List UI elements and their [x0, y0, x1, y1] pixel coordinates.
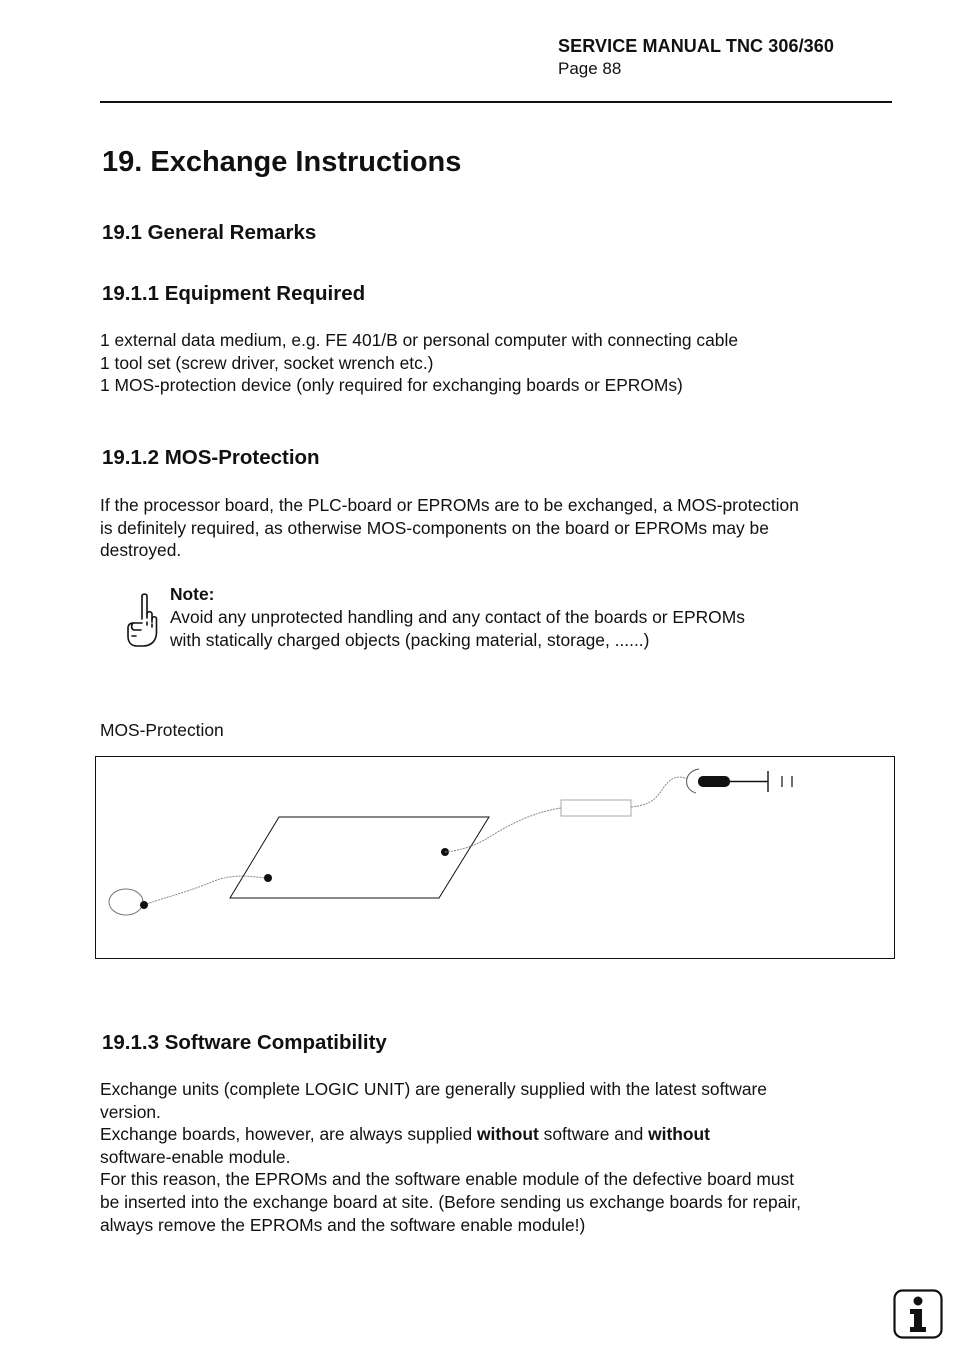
section-title-general-remarks: 19.1 General Remarks	[102, 221, 317, 244]
ground-cable	[631, 777, 688, 807]
page-number: Page 88	[558, 59, 622, 78]
equipment-item: 1 MOS-protection device (only required for exchanging boards or EPROMs)	[100, 375, 683, 396]
mos-paragraph-line: If the processor board, the PLC-board or EPROMs are to be exchanged, a MOS-protection	[100, 495, 799, 515]
text-run: Exchange boards, however, are always supplied	[100, 1124, 478, 1145]
software-paragraph-line	[100, 1123, 900, 1146]
mat-ground-cable	[445, 808, 561, 852]
software-paragraph-line: Exchange units (complete LOGIC UNIT) are generally supplied with the latest software	[100, 1079, 767, 1099]
mos-paragraph-line: is definitely required, as otherwise MOS-components on the board or EPROMs may be	[100, 517, 769, 538]
section-title-mos-protection: 19.1.2 MOS-Protection	[102, 446, 320, 469]
section-title-equipment-required: 19.1.1 Equipment Required	[102, 282, 366, 305]
software-paragraph-line: be inserted into the exchange board at site. (Before sending us exchange boards for repair,	[100, 1191, 801, 1212]
manual-title: SERVICE MANUAL TNC 306/360	[558, 36, 835, 56]
equipment-item: 1 external data medium, e.g. FE 401/B or personal computer with connecting cable	[100, 330, 739, 350]
header-divider	[100, 101, 892, 103]
equipment-list	[100, 329, 900, 397]
software-paragraph	[100, 1078, 900, 1236]
mos-protection-diagram	[96, 757, 893, 957]
wrist-strap-contact-point	[140, 901, 148, 909]
emphasis-without: without	[477, 1124, 539, 1145]
conductive-mat	[230, 817, 489, 898]
section-title-software-compatibility: 19.1.3 Software Compatibility	[102, 1031, 387, 1054]
mat-contact-point-left	[264, 874, 272, 882]
pointing-hand-icon	[120, 592, 160, 650]
mos-paragraph	[100, 494, 900, 562]
wrist-strap-loop	[109, 889, 143, 915]
ground-plug	[698, 776, 730, 787]
software-paragraph-line: software-enable module.	[100, 1146, 291, 1167]
wrist-strap-cable	[144, 876, 268, 905]
chapter-title: 19. Exchange Instructions	[102, 146, 462, 178]
note-title: Note:	[170, 584, 215, 604]
note-line: with statically charged objects (packing material, storage, ......)	[170, 629, 650, 650]
software-paragraph-line: always remove the EPROMs and the software enable module!)	[100, 1214, 586, 1235]
note-line: Avoid any unprotected handling and any contact of the boards or EPROMs	[170, 607, 745, 627]
mos-protection-figure	[95, 756, 895, 959]
equipment-item: 1 tool set (screw driver, socket wrench etc.)	[100, 352, 434, 373]
figure-caption: MOS-Protection	[100, 720, 224, 740]
software-paragraph-line: version.	[100, 1101, 161, 1122]
note-text	[170, 606, 745, 651]
mos-paragraph-line: destroyed.	[100, 540, 182, 561]
info-icon	[893, 1289, 943, 1339]
software-paragraph-line: For this reason, the EPROMs and the software enable module of the defective board must	[100, 1169, 795, 1190]
ground-clip	[687, 769, 699, 793]
resistor-box	[561, 800, 631, 816]
emphasis-without: without	[648, 1124, 710, 1145]
text-run: software and	[538, 1124, 649, 1145]
